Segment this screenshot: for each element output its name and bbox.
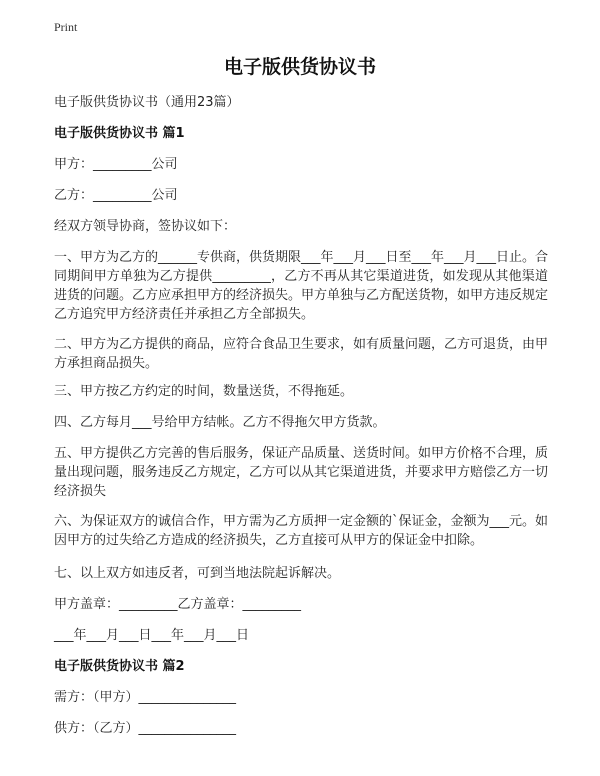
document-title: 电子版供货协议书 bbox=[223, 56, 376, 78]
signature-line: 甲方盖章：_________乙方盖章：_________ bbox=[54, 597, 302, 612]
section-2-heading: 电子版供货协议书 篇2 bbox=[54, 659, 185, 674]
clause-3: 三、甲方按乙方约定的时间，数量送货，不得拖延。 bbox=[54, 384, 354, 399]
clause-4: 四、乙方每月___号给甲方结帐。乙方不得拖欠甲方货款。 bbox=[54, 415, 386, 430]
clause-5: 五、甲方提供乙方完善的售后服务，保证产品质量、送货时间。如甲方价格不合理，质量出现问题，服务违反乙方规定，乙方可以从其它渠道进货，并要求甲方赔偿乙方一切经济损失 bbox=[54, 446, 549, 499]
party-a-line: 甲方：_________公司 bbox=[54, 157, 178, 172]
date-line: ___年___月___日___年___月___日 bbox=[54, 628, 250, 643]
print-link[interactable]: Print bbox=[54, 20, 78, 34]
clause-2: 二、甲方为乙方提供的商品，应符合食品卫生要求，如有质量问题，乙方可退货，由甲方承担商品损失。 bbox=[54, 337, 549, 371]
demander-line: 需方：（甲方）_______________ bbox=[54, 690, 237, 705]
clause-6: 六、为保证双方的诚信合作，甲方需为乙方质押一定金额的`保证金，金额为___元。如因甲方的过失给乙方造成的经济损失，乙方直接可从甲方的保证金中扣除。 bbox=[54, 514, 549, 548]
clause-7: 七、以上双方如违反者，可到当地法院起诉解决。 bbox=[54, 566, 341, 581]
agreement-intro: 经双方领导协商，签协议如下： bbox=[54, 219, 237, 234]
document-subtitle: 电子版供货协议书（通用23篇） bbox=[54, 95, 240, 110]
section-1-heading: 电子版供货协议书 篇1 bbox=[54, 126, 185, 141]
clause-1: 一、甲方为乙方的______专供商，供货期限___年___月___日至___年___月___日止。合同期间甲方单独为乙方提供_________，乙方不再从其它渠道进货，如发现从其他渠道进货的问题。乙方应承担甲方的经济损失。甲方单独与乙方配送货物，如甲方违反规定乙方追究甲方经济责任并承担乙方全部损失。 bbox=[54, 250, 549, 322]
supplier-line: 供方：（乙方）_______________ bbox=[54, 721, 237, 736]
party-b-line: 乙方：_________公司 bbox=[54, 188, 178, 203]
